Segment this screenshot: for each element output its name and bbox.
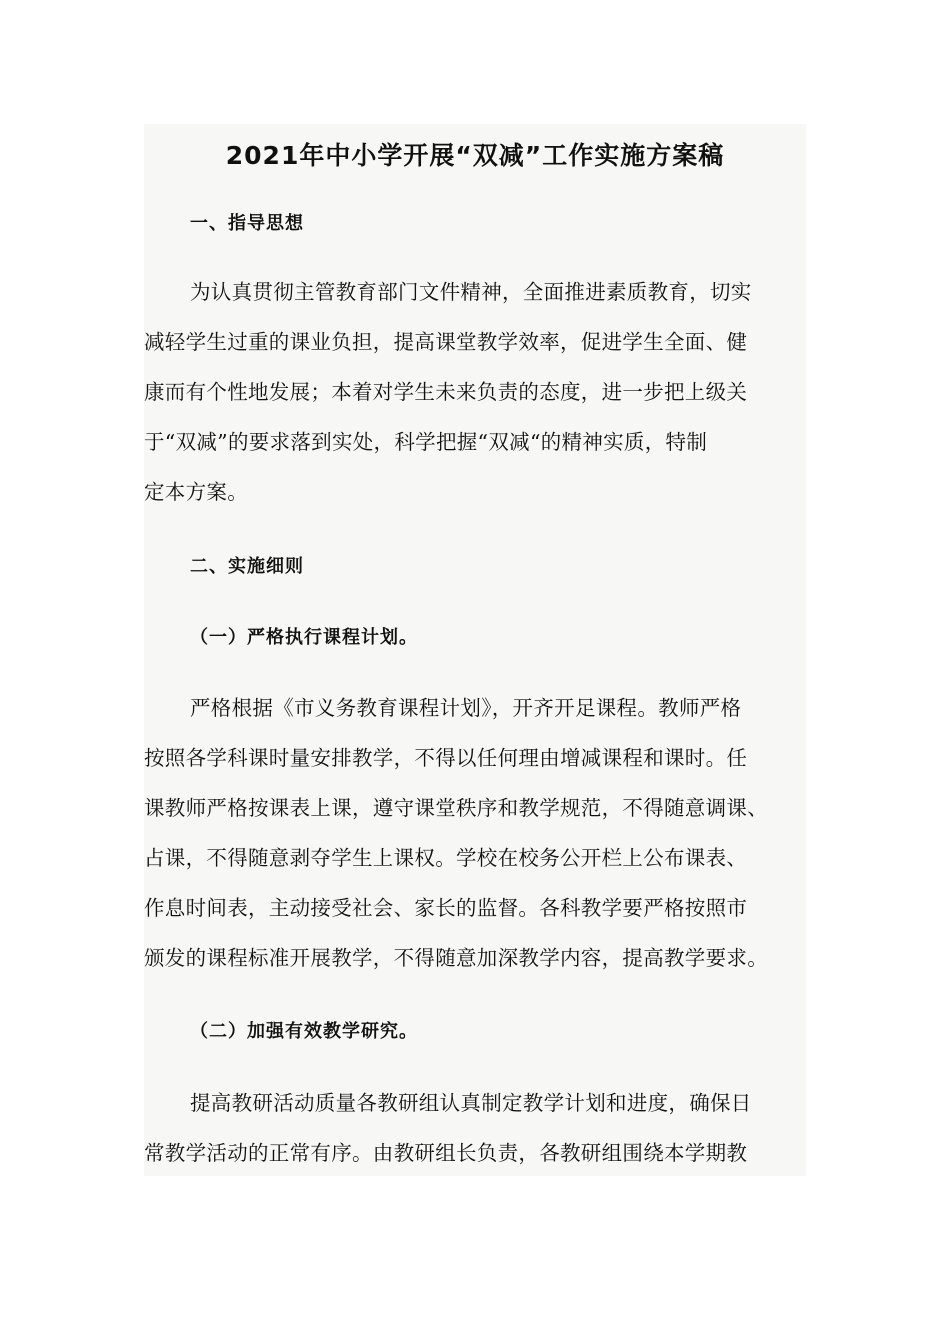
paragraph-guiding-ideology [144,271,806,521]
subsection-heading-teaching-research: （二）加强有效教学研究。 [190,1021,418,1042]
paragraph-line: 作息时间表，主动接受社会、家长的监督。各科教学要严格按照市 [144,896,748,920]
paragraph-line: 于“双减”的要求落到实处，科学把握“双减“的精神实质，特制 [144,430,708,454]
document-page [144,124,806,1176]
paragraph-line: 颁发的课程标准开展教学，不得随意加深教学内容，提高教学要求。 [144,946,768,970]
paragraph-line: 定本方案。 [144,480,248,504]
paragraph-line: 为认真贯彻主管教育部门文件精神，全面推进素质教育，切实 [190,280,752,304]
paragraph-line: 减轻学生过重的课业负担，提高课堂教学效率，促进学生全面、健 [144,330,748,354]
section-heading-guiding-ideology: 一、指导思想 [190,213,304,234]
paragraph-line: 按照各学科课时量安排教学，不得以任何理由增减课程和课时。任 [144,746,748,770]
paragraph-line: 课教师严格按课表上课，遵守课堂秩序和教学规范，不得随意调课、 [144,796,768,820]
paragraph-line: 康而有个性地发展；本着对学生未来负责的态度，进一步把上级关 [144,380,748,404]
subsection-heading-curriculum: （一）严格执行课程计划。 [190,627,418,648]
paragraph-teaching-research [144,1082,806,1182]
paragraph-line: 提高教研活动质量各教研组认真制定教学计划和进度，确保日 [190,1091,752,1115]
section-heading-implementation: 二、实施细则 [190,556,304,577]
paragraph-line: 常教学活动的正常有序。由教研组长负责，各教研组围绕本学期教 [144,1141,748,1165]
paragraph-line: 严格根据《市义务教育课程计划》，开齐开足课程。教师严格 [190,696,742,720]
document-title: 2021年中小学开展“双减”工作实施方案稿 [225,141,725,170]
paragraph-curriculum [144,687,806,987]
paragraph-line: 占课，不得随意剥夺学生上课权。学校在校务公开栏上公布课表、 [144,846,748,870]
